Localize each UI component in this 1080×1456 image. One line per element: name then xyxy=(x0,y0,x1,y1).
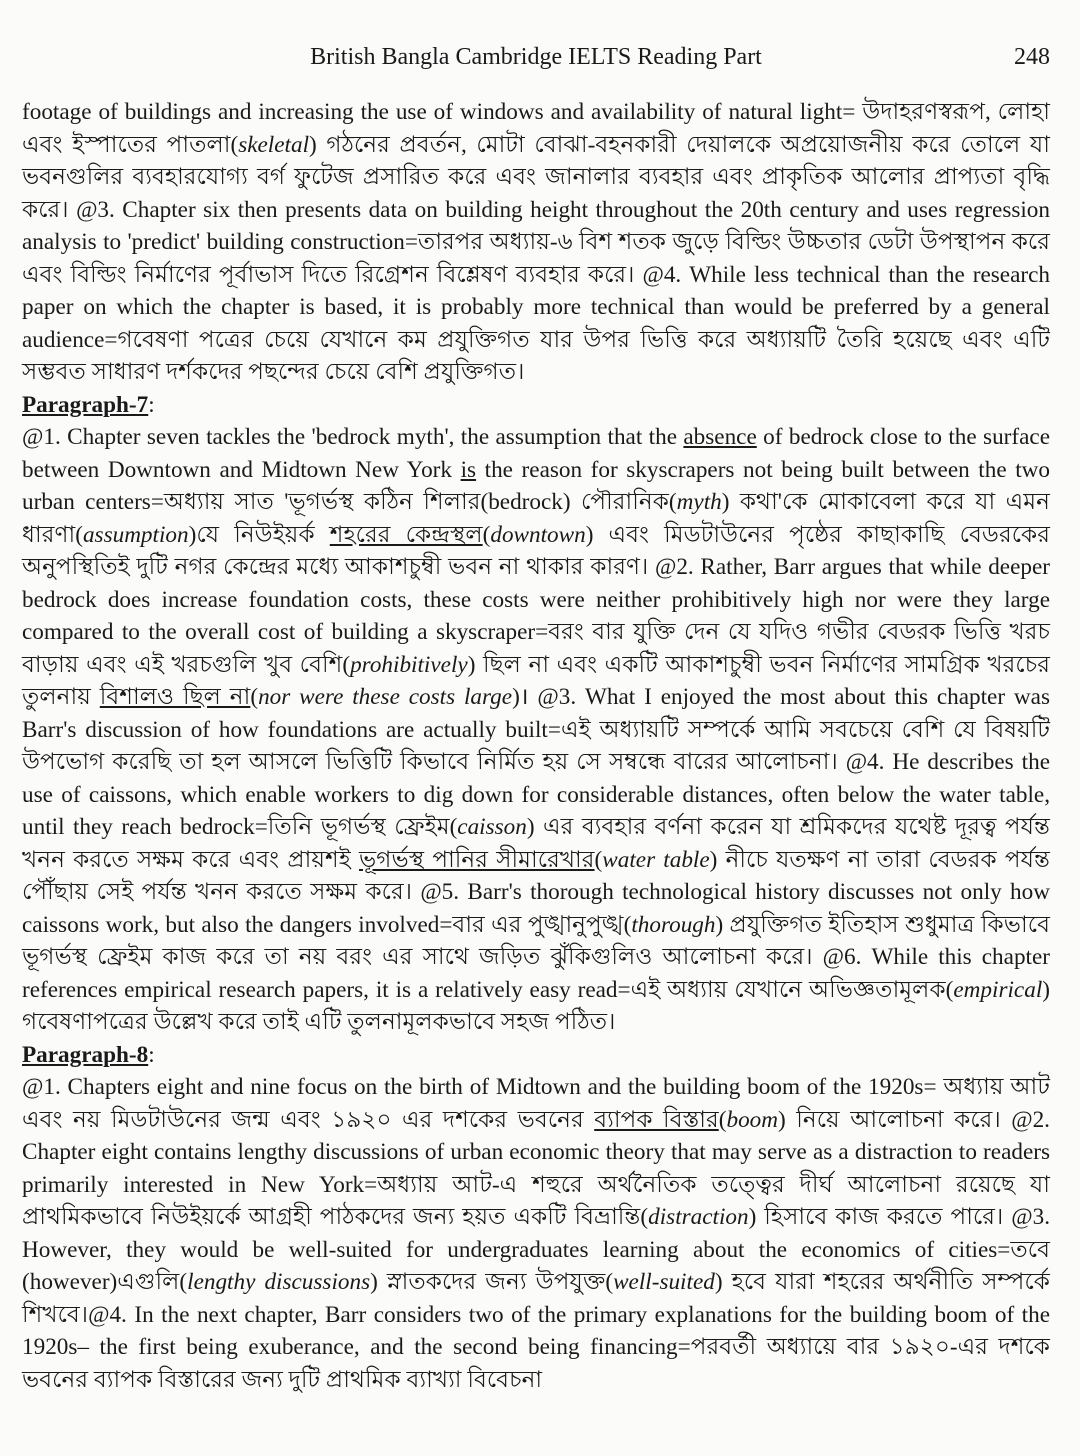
book-title: British Bangla Cambridge IELTS Reading Part xyxy=(310,44,762,70)
paragraph-8-text: @1. Chapters eight and nine focus on the birth of Midtown and the building boom of the 1920s= অধ্যায় আট এবং নয় মিডটাউনের জন্ম এবং ১৯২০ এর দশকের ভবনের ব্যাপক বিস্তার(boom) নিয়ে আলোচনা করে। @2. Chapter eight contains lengthy discussions of urban economic theory that may serve as a distraction to readers primarily interested in New York=অধ্যায় আট-এ শহুরে অর্থনৈতিক তত্ত্বের দীর্ঘ আলোচনা রয়েছে যা প্রাথমিকভাবে নিউইয়র্কে আগ্রহী পাঠকদের জন্য হয়ত একটি বিভ্রান্তি(distraction) হিসাবে কাজ করতে পারে। @3. However, they would be well-suited for undergraduates learning about the economics of cities=তবে (however)এগুলি(lengthy discussions) স্নাতকদের জন্য উপযুক্ত(well-suited) হবে যারা শহরের অর্থনীতি সম্পর্কে শিখবে।@4. In the next chapter, Barr considers two of the primary explanations for the building boom of the 1920s– the first being exuberance, and the second being financing=পরবর্তী অধ্যায়ে বার ১৯২০-এর দশকে ভবনের ব্যাপক বিস্তারের জন্য দুটি প্রাথমিক ব্যাখ্যা বিবেচনা xyxy=(22,1074,1050,1393)
page-header xyxy=(22,44,1050,78)
paragraph-7-text: @1. Chapter seven tackles the 'bedrock myth', the assumption that the absence of bedrock close to the surface between Downtown and Midtown New York is the reason for skyscrapers not being built between the two urban centers=অধ্যায় সাত 'ভূগর্ভস্থ কঠিন শিলার(bedrock) পৌরানিক(myth) কথা'কে মোকাবেলা করে যা এমন ধারণা(assumption)যে নিউইয়র্ক শহরের কেন্দ্রস্থল(downtown) এবং মিডটাউনের পৃষ্ঠের কাছাকাছি বেডরকের অনুপস্থিতিই দুটি নগর কেন্দ্রের মধ্যে আকাশচুম্বী ভবন না থাকার কারণ। @2. Rather, Barr argues that while deeper bedrock does increase foundation costs, these costs were neither prohibitively high nor were they large compared to the overall cost of building a skyscraper=বরং বার যুক্তি দেন যে যদিও গভীর বেডরক ভিত্তি খরচ বাড়ায় এবং এই খরচগুলি খুব বেশি(prohibitively) ছিল না এবং একটি আকাশচুম্বী ভবন নির্মাণের সামগ্রিক খরচের তুলনায় বিশালও ছিল না(nor were these costs large)। @3. What I enjoyed the most about this chapter was Barr's discussion of how foundations are actually built=এই অধ্যায়টি সম্পর্কে আমি সবচেয়ে বেশি যে বিষয়টি উপভোগ করেছি তা হল আসলে ভিত্তিটি কিভাবে নির্মিত হয় সে সম্বন্ধে বারের আলোচনা। @4. He describes the use of caissons, which enable workers to dig down for considerable distances, often below the water table, until they reach bedrock=তিনি ভূগর্ভস্থ ফ্রেইম(caisson) এর ব্যবহার বর্ণনা করেন যা শ্রমিকদের যথেষ্ট দূরত্ব পর্যন্ত খনন করতে সক্ষম করে এবং প্রায়শই ভূগর্ভস্থ পানির সীমারেখার(water table) নীচে যতক্ষণ না তারা বেডরক পর্যন্ত পৌঁছায় সেই পর্যন্ত খনন করতে সক্ষম করে। @5. Barr's thorough technological history discusses not only how caissons work, but also the dangers involved=বার এর পুঙ্খানুপুঙ্খ(thorough) প্রযুক্তিগত ইতিহাস শুধুমাত্র কিভাবে ভূগর্ভস্থ ফ্রেইম কাজ করে তা নয় বরং এর সাথে জড়িত ঝুঁকিগুলিও আলোচনা করে। @6. While this chapter references empirical research papers, it is a relatively easy read=এই অধ্যায় যেখানে অভিজ্ঞতামূলক(empirical) গবেষণাপত্রের উল্লেখ করে তাই এটি তুলনামূলকভাবে সহজ পঠিত। xyxy=(22,424,1050,1035)
paragraph-8-heading: Paragraph-8: xyxy=(22,1041,155,1068)
paragraph-6-continuation: footage of buildings and increasing the use of windows and availability of natural light= উদাহরণস্বরূপ, লোহা এবং ইস্পাতের পাতলা(skeletal) গঠনের প্রবর্তন, মোটা বোঝা-বহনকারী দেয়ালকে অপ্রয়োজনীয় করে তোলে যা ভবনগুলির ব্যবহারযোগ্য বর্গ ফুটেজ প্রসারিত করে এবং জানালার ব্যবহার এবং প্রাকৃতিক আলোর প্রাপ্যতা বৃদ্ধি করে। @3. Chapter six then presents data on building height throughout the 20th century and uses regression analysis to 'predict' building construction=তারপর অধ্যায়-৬ বিশ শতক জুড়ে বিল্ডিং উচ্চতার ডেটা উপস্থাপন করে এবং বিল্ডিং নির্মাণের পূর্বাভাস দিতে রিগ্রেশন বিশ্লেষণ ব্যবহার করে। @4. While less technical than the research paper on which the chapter is based, it is probably more technical than would be preferred by a general audience=গবেষণা পত্রের চেয়ে যেখানে কম প্রযুক্তিগত যার উপর ভিত্তি করে অধ্যায়টি তৈরি হয়েছে এবং এটি সম্ভবত সাধারণ দর্শকদের পছন্দের চেয়ে বেশি প্রযুক্তিগত। xyxy=(22,99,1050,385)
paragraph-7-heading: Paragraph-7: xyxy=(22,391,155,418)
page-number: 248 xyxy=(1014,44,1050,70)
document-body xyxy=(22,96,1050,1396)
